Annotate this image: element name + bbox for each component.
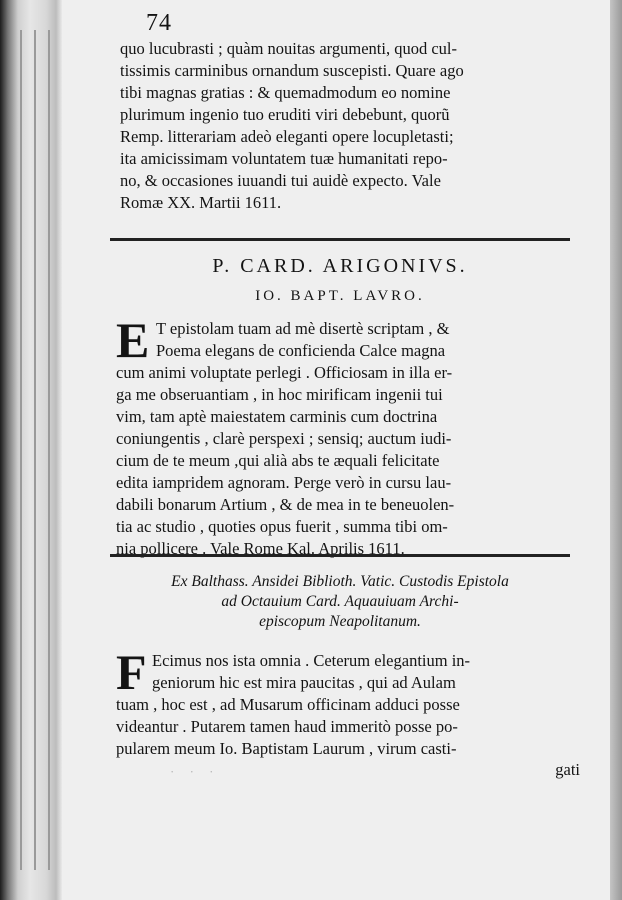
text-line: T epistolam tuam ad mè disertè scriptam , & <box>156 319 450 338</box>
text-line: no, & occasiones iuuandi tui auidè expecto. Vale <box>120 171 441 190</box>
text-line: vim, tam aptè maiestatem carminis cum doctrina <box>116 407 438 426</box>
text-line: Poema elegans de conficienda Calce magna <box>156 341 446 360</box>
source-attribution <box>110 572 570 632</box>
text-line: tia ac studio , quoties opus fuerit , summa tibi om- <box>116 517 448 536</box>
text-line: cum animi voluptate perlegi . Officiosam in illa er- <box>116 363 453 382</box>
text-line: ad Octauium Card. Aquauiuam Archi- <box>221 593 459 610</box>
text-line: pularem meum Io. Baptistam Laurum , virum casti- <box>116 739 457 758</box>
text-line: edita iampridem agnoram. Perge verò in cursu lau- <box>116 473 452 492</box>
page-edge-line <box>34 30 36 870</box>
page-edge-line <box>20 30 22 870</box>
text-line: Ecimus nos ista omnia . Ceterum elegantium in- <box>152 651 471 670</box>
letter-recipient-heading: IO. BAPT. LAVRO. <box>255 288 425 304</box>
letter-closing-paragraph <box>120 38 570 214</box>
text-line: videantur . Putarem tamen haud immeritò posse po- <box>116 717 458 736</box>
text-line: ita amicissimam voluntatem tuæ humanitati repo- <box>120 149 448 168</box>
catchword: gati <box>555 760 580 779</box>
text-line: Romæ XX. Martii 1611. <box>120 193 282 212</box>
show-through-marks: · · · <box>170 764 220 779</box>
text-line: tissimis carminibus ornandum suscepisti. Quare ago <box>120 61 464 80</box>
text-line: nia pollicere . Vale Rome Kal. Aprilis 1611. <box>116 539 405 558</box>
text-line: dabili bonarum Artium , & de mea in te beneuolen- <box>116 495 455 514</box>
text-line: Remp. litterariam adeò eleganti opere locupletasti; <box>120 127 454 146</box>
letter-body-paragraph <box>116 644 570 760</box>
text-line: cium de te meum ,qui alià abs te æquali felicitate <box>116 451 440 470</box>
section-divider <box>110 554 570 557</box>
text-line: plurimum ingenio tuo eruditi viri debebunt, quorũ <box>120 105 450 124</box>
text-line: coniungentis , clarè perspexi ; sensiq; auctum iudi- <box>116 429 452 448</box>
drop-cap-initial: F <box>116 644 147 700</box>
text-line: ga me obseruantiam , in hoc mirificam ingenii tui <box>116 385 443 404</box>
text-line: quo lucubrasti ; quàm nouitas argumenti, quod cul- <box>120 39 457 58</box>
text-line: tuam , hoc est , ad Musarum officinam adduci posse <box>116 695 460 714</box>
text-line: Ex Balthass. Ansidei Biblioth. Vatic. Custodis Epistola <box>171 573 509 590</box>
letter-body-paragraph <box>116 312 570 560</box>
text-line: geniorum hic est mira paucitas , qui ad Aulam <box>152 673 456 692</box>
drop-cap-initial: E <box>116 312 150 368</box>
section-divider <box>110 238 570 241</box>
text-line: tibi magnas gratias : & quemadmodum eo nomine <box>120 83 451 102</box>
book-spine-edge <box>0 0 62 900</box>
page-number: 74 <box>146 10 172 36</box>
letter-author-heading: P. CARD. ARIGONIVS. <box>212 255 468 277</box>
text-line: episcopum Neapolitanum. <box>259 613 421 630</box>
page-edge-line <box>48 30 50 870</box>
